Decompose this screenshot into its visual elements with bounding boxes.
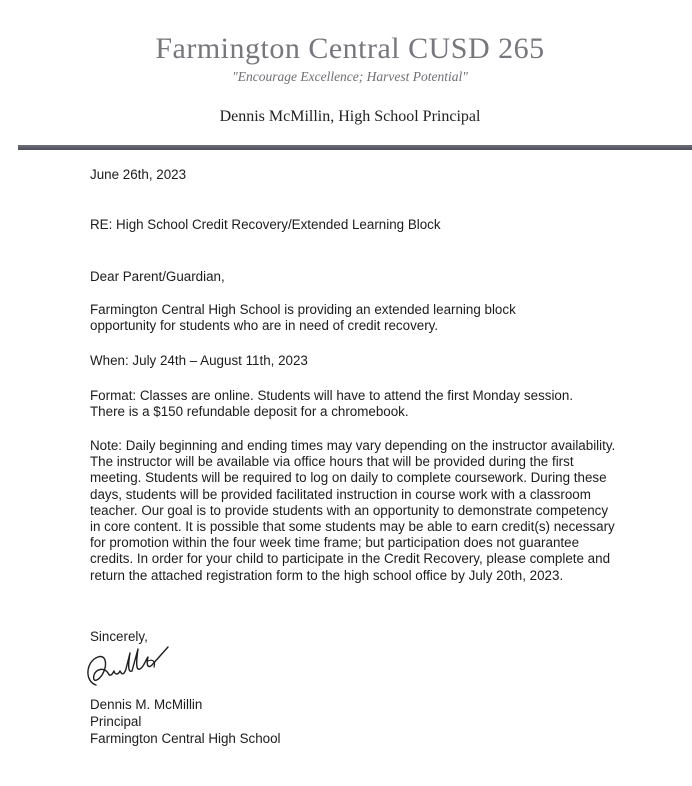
salutation: Dear Parent/Guardian,: [90, 269, 225, 284]
letter-date: June 26th, 2023: [90, 167, 187, 182]
intro-paragraph: Farmington Central High School is providing an extended learning block opportunity for students who are in need of credit recovery.: [90, 302, 516, 334]
signer-name: Dennis M. McMillin: [90, 697, 203, 712]
letter-subject: RE: High School Credit Recovery/Extended Learning Block: [90, 217, 441, 232]
note-paragraph: Note: Daily beginning and ending times may vary depending on the instructor availability. The instructor will be available via office hours that will be provided during the first meeting. Students will be required to log on daily to complete coursework. During these days, students will be provided facilitated instruction in course work with a classroom teacher. Our goal is to provide students with an opportunity to demonstrate competency in core content. It is possible that some students may be able to earn credit(s) necessary for promotion within the four week time frame; but participation does not guarantee credits. In order for your child to participate in the Credit Recovery, please complete and return the attached registration form to the high school office by July 20th, 2023.: [90, 438, 616, 583]
closing: Sincerely,: [90, 629, 148, 644]
when-line: When: July 24th – August 11th, 2023: [90, 353, 308, 368]
principal-line: Dennis McMillin, High School Principal: [219, 108, 481, 125]
motto: "Encourage Excellence; Harvest Potential": [232, 69, 468, 84]
signature-image: [82, 645, 182, 693]
format-paragraph: Format: Classes are online. Students will have to attend the first Monday session. There is a $150 refundable deposit for a chromebook.: [90, 388, 574, 420]
org-name: Farmington Central CUSD 265: [155, 32, 545, 65]
signer-school: Farmington Central High School: [90, 731, 281, 746]
signer-title: Principal: [90, 714, 142, 729]
header-divider: [18, 145, 692, 150]
